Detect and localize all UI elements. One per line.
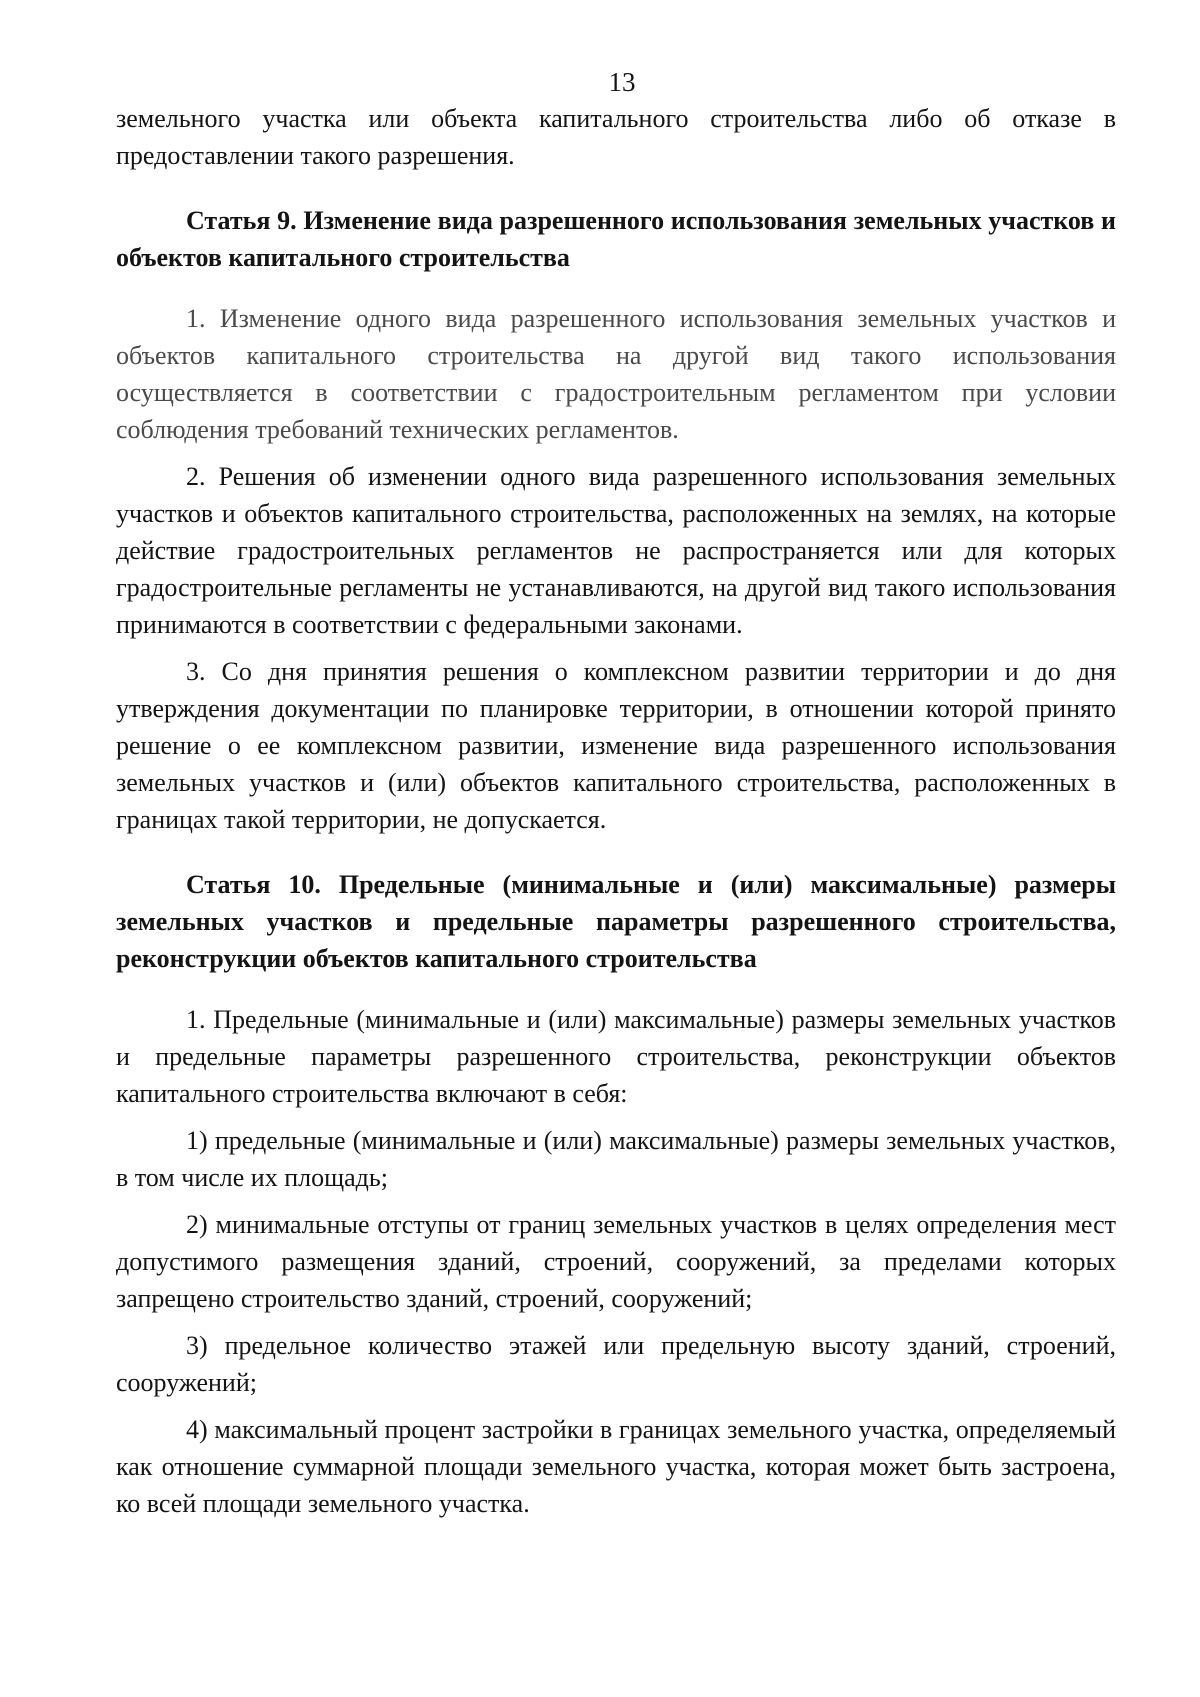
article-10-item-2: 2) минимальные отступы от границ земельных участков в целях определения мест допустимого размещения зданий, строений, сооружений, за пределами которых запрещено строительство зданий, строений, сооружений; (116, 1210, 1116, 1313)
article-9-heading: Статья 9. Изменение вида разрешенного использования земельных участков и объектов капитального строительства (116, 206, 1116, 272)
article-10-paragraph-1: 1. Предельные (минимальные и (или) максимальные) размеры земельных участков и предельные параметры разрешенного строительства, реконструкции объектов капитального строительства включают в себя: (116, 1005, 1116, 1108)
article-9-paragraph-3: 3. Со дня принятия решения о комплексном развитии территории и до дня утверждения документации по планировке территории, в отношении которой принято решение о ее комплексном развитии, изменение вида разрешенного использования земельных участков и (или) объектов капитального строительства, расположенных в границах такой территории, не допускается. (116, 657, 1116, 834)
article-9-paragraph-1: 1. Изменение одного вида разрешенного использования земельных участков и объектов капитального строительства на другой вид такого использования осуществляется в соответствии с градостроительным регламентом при условии соблюдения требований технических регламентов. (116, 304, 1116, 444)
article-10-item-4: 4) максимальный процент застройки в границах земельного участка, определяемый как отношение суммарной площади земельного участка, которая может быть застроена, ко всей площади земельного участка. (116, 1415, 1116, 1518)
page-number: 13 (608, 67, 636, 97)
intro-paragraph: земельного участка или объекта капитального строительства либо об отказе в предоставлении такого разрешения. (116, 104, 1116, 170)
article-10-heading: Статья 10. Предельные (минимальные и (или) максимальные) размеры земельных участков и предельные параметры разрешенного строительства, реконструкции объектов капитального строительства (116, 870, 1116, 973)
document-page (116, 66, 1116, 1532)
article-10-item-1: 1) предельные (минимальные и (или) максимальные) размеры земельных участков, в том числе их площадь; (116, 1126, 1116, 1192)
article-10-item-3: 3) предельное количество этажей или предельную высоту зданий, строений, сооружений; (116, 1331, 1116, 1397)
article-9-paragraph-2: 2. Решения об изменении одного вида разрешенного использования земельных участков и объектов капитального строительства, расположенных на землях, на которые действие градостроительных регламентов не распространяется или для которых градостроительные регламенты не устанавливаются, на другой вид такого использования принимаются в соответствии с федеральными законами. (116, 462, 1116, 639)
